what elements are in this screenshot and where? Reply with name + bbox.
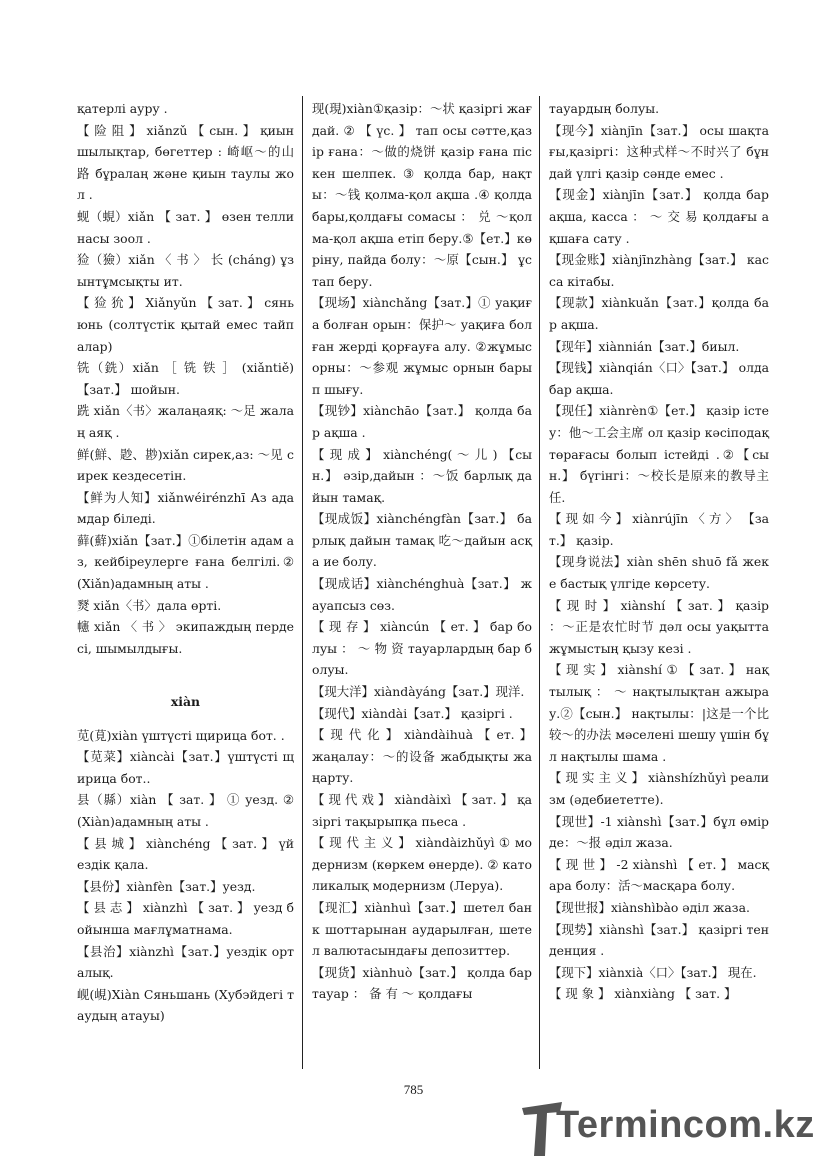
entry: 【 现 实 】 xiànshí ① 【 зат. 】 нақтылық ： ～ нақтылықтан ажырау.②【сын.】 нақтылы：|这是一个比较～的办法 мәселені шешу үшін бұл нақтылы шама . bbox=[549, 662, 769, 764]
entry: 蚬（蜆）xiǎn 【 зат. 】 өзен теллинасы зоол . bbox=[77, 208, 294, 246]
entry: 跣 xiǎn〈书〉жалаңаяқ: ～足 жалаң аяқ . bbox=[77, 403, 294, 440]
entry: 【现货】xiànhuò【зат.】 қолда бар тауар ： 备 有 ～ қолдағы bbox=[312, 964, 532, 1002]
entry: 【现成话】xiànchénghuà【зат.】 жауапсыз сөз. bbox=[312, 576, 532, 613]
entry: қатерлі ауру . bbox=[77, 101, 168, 116]
entry: 【现金】xiànjīn【зат.】 қолда бар ақша, касса ： ～ 交 易 қолдағы ақшаға сату . bbox=[549, 187, 769, 246]
entry: 【现款】xiànkuǎn【зат.】қолда бар ақша. bbox=[549, 295, 769, 332]
entry: 【 现 世 】 -2 xiànshì 【 ет. 】 масқара болу：活～масқара болу. bbox=[549, 856, 769, 894]
dictionary-column-2 bbox=[312, 98, 532, 1005]
entry: 【 现 象 】 xiànxiàng 【 зат. 】 bbox=[549, 986, 737, 1002]
entry: 【现成饭】xiànchéngfàn【зат.】 барлық дайын тамақ 吃～дайын асқа ие болу. bbox=[312, 511, 532, 570]
entry: 【现下】xiànxià〈口〉【зат.】 現在. bbox=[549, 964, 757, 980]
entry: 【现世报】xiànshìbào әділ жаза. bbox=[549, 899, 750, 915]
entry: 藓(蘚)xiǎn【зат.】①білетін адам аз, кейбіреулерге ғана белгілі.② (Xiǎn)адамның аты . bbox=[77, 532, 294, 592]
entry: 猃（獫）xiǎn 〈 书 〉 长 (cháng) ұзынтұмсықты ит. bbox=[77, 252, 294, 289]
entry: 【现今】xiànjīn【зат.】 осы шақтағы,қазіргі：这种式样～不时兴了 бұндай үлгі қазір сәнде емес . bbox=[549, 122, 769, 181]
entry: 【现场】xiànchǎng【зат.】① уақиға болған орын：保护～ уақиға болған жерді қорғауға алу. ②жұмыс орны：～参观 жұмыс орнын барып шығу. bbox=[312, 295, 532, 397]
termincom-logo bbox=[520, 1098, 820, 1158]
entry: 【现任】xiànrèn①【ет.】 қазір істеу：他～工会主席 ол қазір кәсіподақ төрағасы болып істейді .②【сын.】 бүгінгі：～校长是原来的教导主任. bbox=[549, 403, 769, 505]
entry: 【 现 如 今 】 xiànrújīn 〈 方 〉 【зат.】 қазір. bbox=[549, 511, 769, 548]
entry: 【县治】xiànzhì【зат.】уездік орталық. bbox=[77, 943, 294, 981]
entry: 【 现 实 主 义 】 xiànshízhǔyì реализм (әдебиететте). bbox=[549, 770, 769, 807]
entry: 【县份】xiànfèn【зат.】уезд. bbox=[77, 878, 256, 894]
spacer bbox=[77, 659, 294, 681]
dictionary-column-3 bbox=[549, 98, 769, 1005]
logo-text: Termincom.kz bbox=[556, 1104, 815, 1146]
entry: 【 现 代 化 】 xiàndàihuà 【 ет. 】 жаңалау：～的设备 жабдықты жаңарту. bbox=[312, 727, 532, 786]
entry: 【现年】xiànnián【зат.】биыл. bbox=[549, 338, 740, 354]
entry: 【 现 代 戏 】 xiàndàixì 【 зат. 】 қазіргі тақырыпқа пьеса . bbox=[312, 792, 532, 829]
entry: 铣（銑）xiǎn ［ 铣 铁 ］ (xiǎntiě) 【зат.】 шойын. bbox=[77, 360, 294, 397]
entry: 【现身说法】xiàn shēn shuō fǎ жеке бастық үлгіде көрсету. bbox=[549, 554, 769, 592]
entry: 燹 xiǎn〈书〉дала өрті. bbox=[77, 597, 222, 613]
entry: 【 县 城 】 xiànchéng 【 зат. 】 үйездік қала. bbox=[77, 835, 294, 873]
entry: 【现大洋】xiàndàyáng【зат.】现洋. bbox=[312, 684, 525, 700]
entry: 【现世】-1 xiànshì【зат.】бұл өмірде：～报 әділ жаза. bbox=[549, 813, 769, 851]
entry: 【 现 时 】 xiànshí 【 зат. 】 қазір ：～正是农忙时节 дәл осы уақытта жұмыстың қызу кезі . bbox=[549, 597, 769, 656]
entry: 县（縣）xiàn 【 зат. 】 ① уезд. ② (Xiàn)адамның аты . bbox=[77, 792, 294, 829]
column-divider bbox=[539, 96, 540, 1069]
entry: 【现势】xiànshì【зат.】 қазіргі тенденция . bbox=[549, 921, 769, 959]
dictionary-column-1 bbox=[77, 98, 294, 1027]
entry: 现(現)xiàn①қазір：～状 қазіргі жағдай. ② 【 үс. 】 тап осы сәтте,қазір ғана：～做的烧饼 қазір ғана піскен шелпек. ③ қолда бар, нақты：～钱 қолма-қол ақша .④ қолда бары,қолдағы сомасы ： 兑 ～қолма-қол ақша етіп беру.⑤【ет.】көріну, пайда болу：～原【сын.】 ұстап беру. bbox=[312, 101, 532, 289]
entry: 【现钱】xiànqián〈口〉【зат.】 олда бар ақша. bbox=[549, 360, 769, 397]
entry: 【 现 存 】 xiàncún 【 ет. 】 бар болуы ： ～ 物 资 тауарлардың бар болуы. bbox=[312, 619, 532, 678]
entry: 【 现 代 主 义 】 xiàndàizhǔyì ① модернизм (көркем өнерде). ② католикалық модернизм (Леруа). bbox=[312, 835, 532, 894]
entry: 【现汇】xiànhuì【зат.】шетел банк шоттарынан аударылған, шетел валютасындағы депозиттер. bbox=[312, 899, 532, 959]
entry: 【鲜为人知】xiǎnwéirénzhī Аз адамдар біледі. bbox=[77, 489, 294, 527]
entry: 【 现 成 】 xiànchéng( ～ 儿 ) 【сын.】 әзір,дайын ：～饭 барлық дайын тамақ. bbox=[312, 446, 532, 505]
entry: 鲜(鮮、尟、尠)xiǎn сирек,аз: ～见 сирек кездесетін. bbox=[77, 446, 294, 484]
entry: 【现钞】xiànchāo【зат.】 қолда бар ақша . bbox=[312, 403, 532, 440]
page-number: 785 bbox=[403, 1082, 424, 1097]
column-divider bbox=[302, 96, 303, 1069]
entry: 【 县 志 】 xiànzhì 【 зат. 】 уезд бойынша мағлұматнама. bbox=[77, 900, 294, 937]
entry: 苋(莧)xiàn үштүсті щирица бот. . bbox=[77, 727, 285, 743]
entry: 【现金账】xiànjīnzhàng【зат.】 касса кітабы. bbox=[549, 252, 769, 289]
entry: 岘(峴)Xiàn Сяньшань (Хубэйдегі таудың атауы) bbox=[77, 986, 294, 1024]
entry: 【现代】xiàndài【зат.】 қазіргі . bbox=[312, 705, 513, 721]
entry: 【苋菜】xiàncài【зат.】үштүсті щирица бот.. bbox=[77, 749, 294, 786]
entry: тауардың болуы. bbox=[549, 101, 660, 116]
entry: 【 险 阻 】 xiǎnzǔ 【 сын. 】 қиыншылықтар, бөгеттер : 崎岖～的山路 бұралаң және қиын таулы жол . bbox=[77, 122, 294, 203]
entry: 【 猃 狁 】 Xiǎnyǔn 【 зат. 】 сяньюнь (солтүстік қытай емес тайпалар) bbox=[77, 295, 294, 354]
entry: 幰 xiǎn 〈 书 〉 экипаждың пердесі, шымылдығы. bbox=[77, 619, 294, 656]
section-heading: xiàn bbox=[170, 694, 201, 710]
